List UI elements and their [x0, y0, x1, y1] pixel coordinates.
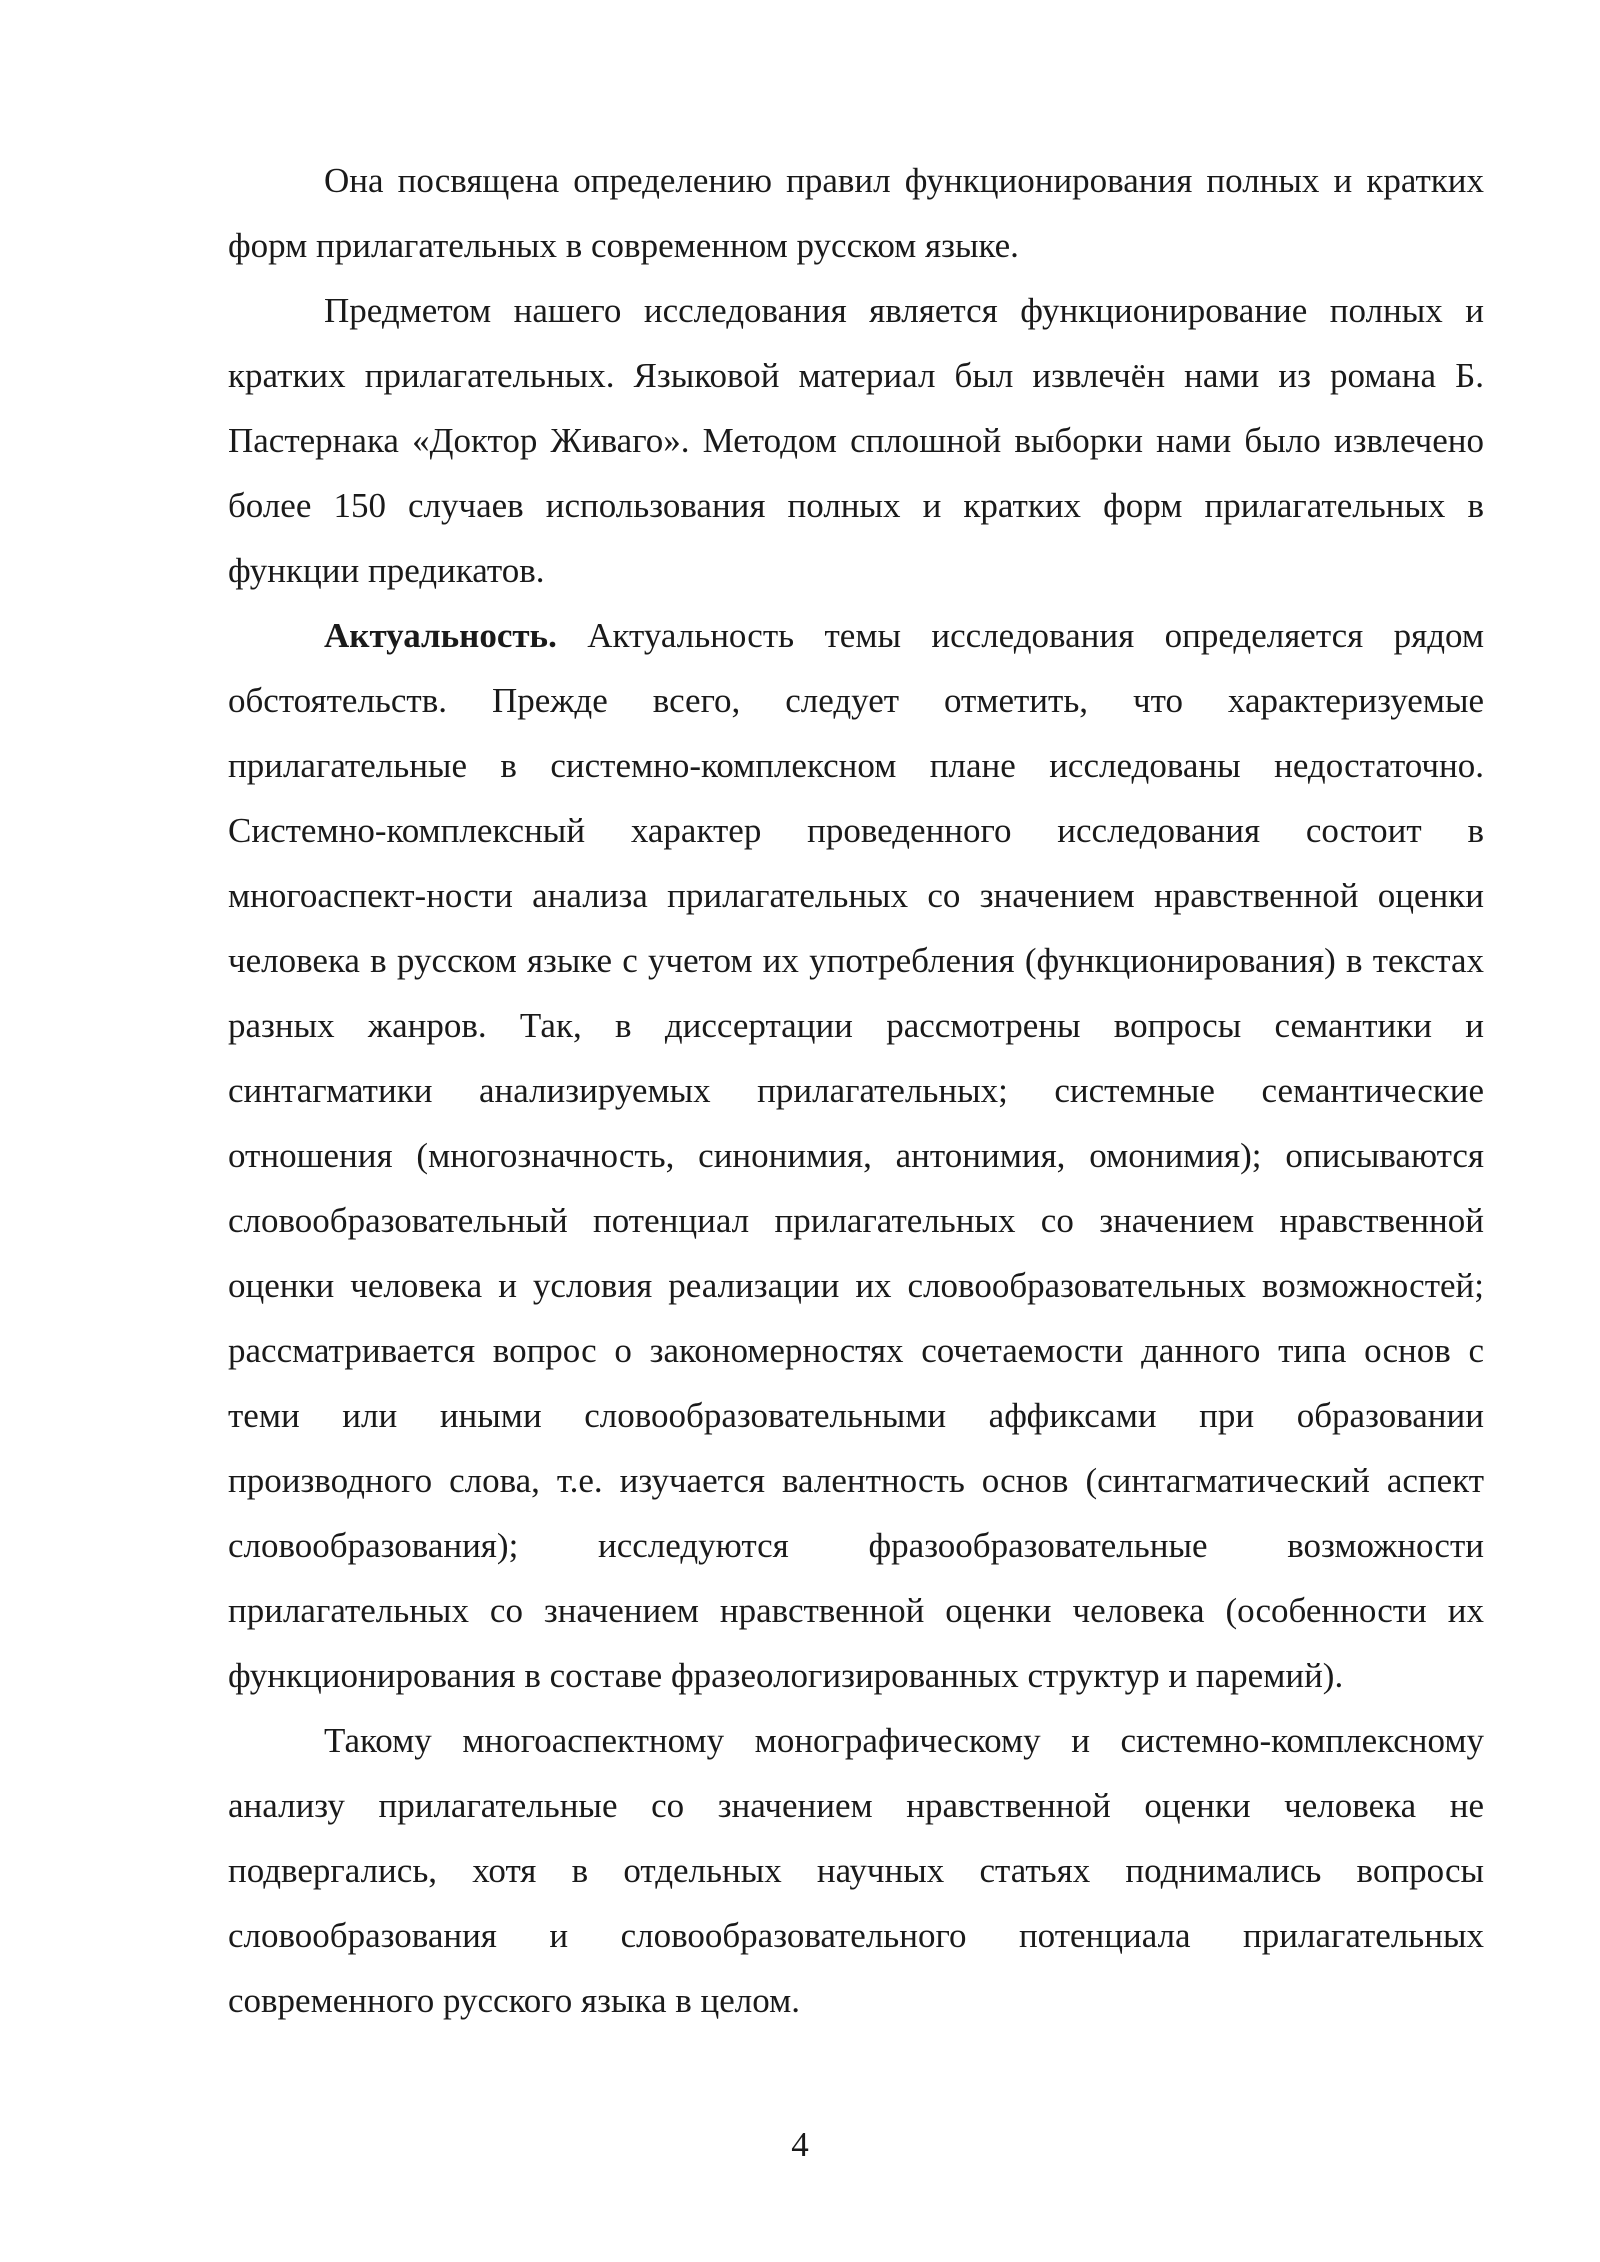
paragraph-text: Предметом нашего исследования является функционирование полных и кратких прилагательных. Языковой материал был извлечён нами из романа Б. Пастернака «Доктор Живаго». Методом сплошной выборки нами было извлечено более 150 случаев использования полных и кратких форм прилагательных в функции предикатов.	[228, 291, 1484, 590]
paragraph-text: Она посвящена определению правил функционирования полных и кратких форм прилагательных в современном русском языке.	[228, 161, 1484, 265]
paragraph-novelty	[228, 1708, 1484, 2033]
page-number: 4	[791, 2125, 809, 2164]
paragraph-text: Актуальность темы исследования определяется рядом обстоятельств. Прежде всего, следует отметить, что характеризуемые прилагательные в системно-комплексном плане исследованы недостаточно. Системно-комплексный характер проведенного исследования состоит в многоаспект-ности анализа прилагательных со значением нравственной оценки человека в русском языке с учетом их употребления (функционирования) в текстах разных жанров. Так, в диссертации рассмотрены вопросы семантики и синтагматики анализируемых прилагательных; системные семантические отношения (многозначность, синонимия, антонимия, омонимия); описываются словообразовательный потенциал прилагательных со значением нравственной оценки человека и условия реализации их словообразовательных возможностей; рассматривается вопрос о закономерностях сочетаемости данного типа основ с теми или иными словообразовательными аффиксами при образовании производного слова, т.е. изучается валентность основ (синтагматический аспект словообразования); исследуются фразообразовательные возможности прилагательных со значением нравственной оценки человека (особенности их функционирования в составе фразеологизированных структур и паремий).	[228, 616, 1484, 1695]
document-body	[228, 148, 1484, 2033]
paragraph-subject	[228, 278, 1484, 603]
paragraph-heading: Актуальность.	[324, 616, 557, 655]
paragraph-text: Такому многоаспектному монографическому и системно-комплексному анализу прилагательные со значением нравственной оценки человека не подвергались, хотя в отдельных научных статьях поднимались вопросы словообразования и словообразовательного потенциала прилагательных современного русского языка в целом.	[228, 1721, 1484, 2020]
paragraph-purpose	[228, 148, 1484, 278]
paragraph-relevance	[228, 603, 1484, 1708]
